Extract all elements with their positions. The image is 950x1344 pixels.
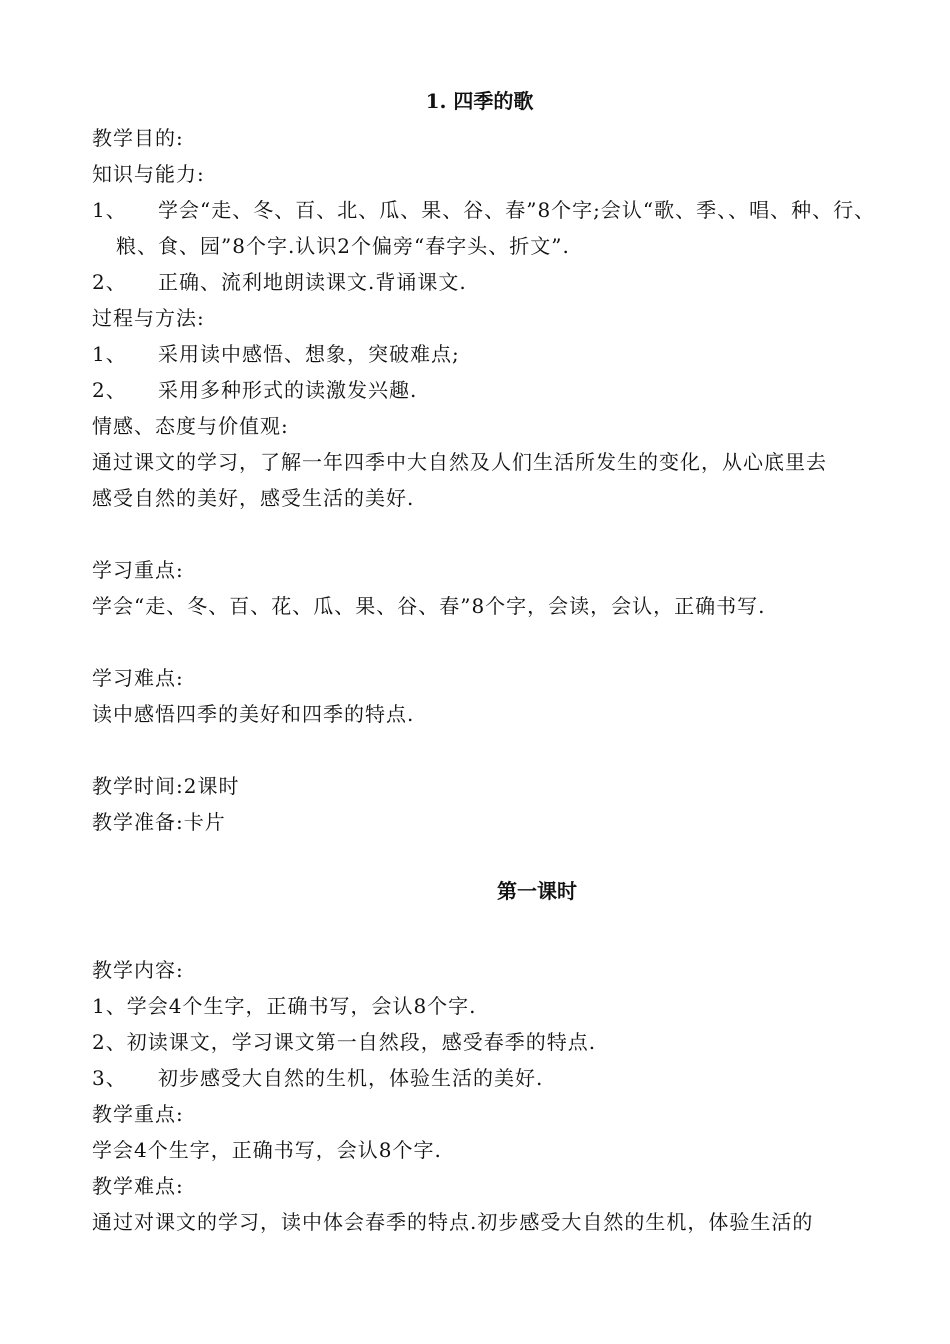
process-item-1 [92,336,862,372]
list-number: 1、 [92,342,127,366]
list-number: 2、 [92,378,127,402]
spacer [92,840,862,876]
list-text: 初步感受大自然的生机，体验生活的美好. [158,1066,544,1090]
process-item-2 [92,372,862,408]
knowledge-item-1-continuation: 粮、食、园”8个字.认识2个偏旁“春字头、折文”. [116,234,570,258]
list-number: 1、 [92,198,127,222]
teaching-prep: 教学准备:卡片 [92,810,226,834]
lesson1-focus-text: 学会4个生字，正确书写，会认8个字. [92,1138,442,1162]
spacer [92,624,862,660]
lesson1-title: 第一课时 [497,879,577,903]
lesson1-content-item-3 [92,1060,862,1096]
knowledge-item-1 [92,192,876,228]
list-text: 采用多种形式的读激发兴趣. [158,378,418,402]
list-text: 正确、流利地朗读课文.背诵课文. [158,270,467,294]
difficulty-heading: 学习难点: [92,666,184,690]
lesson1-content-heading: 教学内容: [92,958,184,982]
lesson1-content-item-1: 1、学会4个生字，正确书写，会认8个字. [92,994,477,1018]
spacer [92,732,862,768]
list-number: 2、 [92,270,127,294]
emotion-heading: 情感、态度与价值观: [92,414,289,438]
lesson1-difficulty-heading: 教学难点: [92,1174,184,1198]
list-text: 学会“走、冬、百、北、瓜、果、谷、春”8个字;会认“歌、季、、唱、种、行、 [158,198,876,222]
focus-text: 学会“走、冬、百、花、瓜、果、谷、春”8个字，会读，会认，正确书写. [92,594,766,618]
document-body [92,86,876,1240]
teaching-time: 教学时间:2课时 [92,774,240,798]
difficulty-text: 读中感悟四季的美好和四季的特点. [92,702,415,726]
knowledge-heading: 知识与能力: [92,162,205,186]
spacer [92,516,862,552]
knowledge-item-2 [92,264,862,300]
emotion-line-2: 感受自然的美好，感受生活的美好. [92,486,415,510]
spacer [92,910,862,952]
lesson1-difficulty-text: 通过对课文的学习，读中体会春季的特点.初步感受大自然的生机，体验生活的 [92,1210,814,1234]
focus-heading: 学习重点: [92,558,184,582]
list-number: 3、 [92,1066,127,1090]
document-title: 1. 四季的歌 [425,89,534,113]
emotion-line-1: 通过课文的学习，了解一年四季中大自然及人们生活所发生的变化，从心底里去 [92,450,827,474]
list-text: 采用读中感悟、想象，突破难点; [158,342,460,366]
process-heading: 过程与方法: [92,306,205,330]
lesson1-content-item-2: 2、初读课文，学习课文第一自然段，感受春季的特点. [92,1030,597,1054]
objectives-heading: 教学目的: [92,126,184,150]
lesson1-focus-heading: 教学重点: [92,1102,184,1126]
